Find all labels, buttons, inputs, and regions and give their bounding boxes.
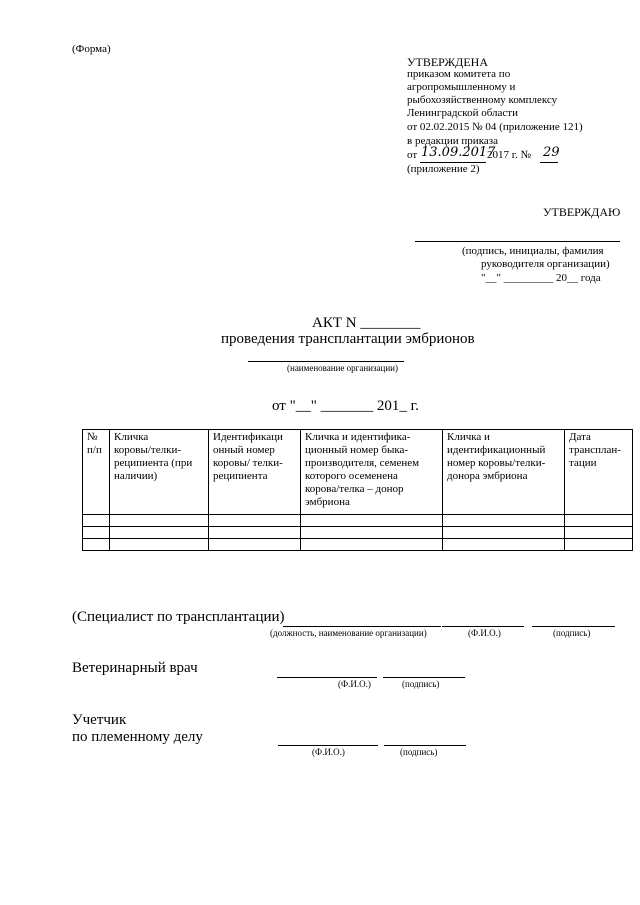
specialist-label: (Специалист по трансплантации)	[72, 609, 285, 625]
header-line: онный номер	[213, 444, 275, 456]
header-text	[447, 431, 560, 483]
header-line: реципиента	[213, 470, 268, 482]
approved-line: рыбохозяйственному комплексу	[407, 94, 558, 106]
accountant-caption-fio: (Ф.И.О.)	[312, 747, 345, 757]
header-text	[114, 431, 204, 483]
header-cell-donor	[443, 430, 565, 515]
table-cell[interactable]	[110, 539, 209, 551]
table-row	[83, 539, 633, 551]
header-line: Кличка	[114, 431, 149, 443]
header-line: донора эмбриона	[447, 470, 528, 482]
table-cell[interactable]	[110, 515, 209, 527]
table-cell[interactable]	[443, 539, 565, 551]
header-line: Дата	[569, 431, 591, 443]
approve-date-line: "__" _________ 20__ года	[481, 272, 601, 284]
table-cell[interactable]	[443, 527, 565, 539]
accountant-label: Учетчик	[72, 712, 127, 728]
table-cell[interactable]	[301, 515, 443, 527]
act-date-line: от "__" _______ 201_ г.	[272, 398, 419, 414]
table-cell[interactable]	[209, 515, 301, 527]
edition-number-handwritten: 29	[543, 145, 560, 160]
table-cell[interactable]	[110, 527, 209, 539]
approved-line: приказом комитета по	[407, 68, 511, 80]
appendix-note: (приложение 2)	[407, 163, 480, 175]
header-line: идентификационный	[447, 444, 546, 456]
approved-line: агропромышленному и	[407, 81, 516, 93]
header-line: эмбриона	[305, 496, 350, 508]
table-body	[83, 515, 633, 551]
specialist-caption-sign: (подпись)	[553, 628, 591, 638]
header-line: реципиента (при	[114, 457, 193, 469]
vet-label: Ветеринарный врач	[72, 660, 198, 676]
header-line: наличии)	[114, 470, 158, 482]
specialist-fio-line	[442, 626, 524, 627]
header-cell-number	[83, 430, 110, 515]
header-line: корова/телка – донор	[305, 483, 404, 495]
table-cell[interactable]	[443, 515, 565, 527]
table-cell[interactable]	[83, 527, 110, 539]
table-cell[interactable]	[301, 539, 443, 551]
edition-prefix: от	[407, 149, 418, 161]
vet-sign-line	[383, 677, 465, 678]
header-line: №	[87, 431, 98, 443]
header-line: Идентификаци	[213, 431, 283, 443]
approved-line: Ленинградской области	[407, 107, 518, 119]
approve-signature-line	[415, 241, 620, 242]
edition-date-handwritten: 13.09.2017	[421, 145, 496, 160]
table-cell[interactable]	[83, 539, 110, 551]
header-text	[213, 431, 296, 483]
accountant-fio-line	[278, 745, 378, 746]
header-cell-recipient-name	[110, 430, 209, 515]
header-line: трансплан-	[569, 444, 621, 456]
table-cell[interactable]	[301, 527, 443, 539]
approve-title: УТВЕРЖДАЮ	[543, 205, 621, 219]
table-header-row	[83, 430, 633, 515]
vet-caption-fio: (Ф.И.О.)	[338, 679, 371, 689]
header-line: Кличка и идентифика-	[305, 431, 411, 443]
specialist-caption-fio: (Ф.И.О.)	[468, 628, 501, 638]
header-line: Кличка и	[447, 431, 490, 443]
header-text	[305, 431, 438, 509]
header-text	[87, 431, 105, 457]
header-cell-recipient-id	[209, 430, 301, 515]
header-cell-bull	[301, 430, 443, 515]
table-cell[interactable]	[209, 527, 301, 539]
accountant-label: по племенному делу	[72, 729, 203, 745]
header-cell-date	[565, 430, 633, 515]
header-line: п/п	[87, 444, 102, 456]
edition-year: 2017 г. №	[487, 149, 532, 161]
approve-caption: (подпись, инициалы, фамилия	[462, 245, 604, 257]
table-row	[83, 527, 633, 539]
specialist-sign-line	[532, 626, 615, 627]
vet-fio-line	[277, 677, 377, 678]
table-cell[interactable]	[209, 539, 301, 551]
table-cell[interactable]	[565, 527, 633, 539]
approved-line: от 02.02.2015 № 04 (приложение 121)	[407, 121, 583, 133]
table-cell[interactable]	[565, 539, 633, 551]
transplant-table	[82, 429, 633, 551]
approve-caption: руководителя организации)	[481, 258, 610, 270]
specialist-caption-org: (должность, наименование организации)	[270, 628, 427, 638]
header-line: которого осеменена	[305, 470, 398, 482]
approved-line: в редакции приказа	[407, 135, 498, 147]
org-name-line	[248, 361, 404, 362]
accountant-caption-sign: (подпись)	[400, 747, 438, 757]
header-line: коровы/телки-	[114, 444, 181, 456]
accountant-sign-line	[384, 745, 466, 746]
header-line: коровы/ телки-	[213, 457, 283, 469]
table-cell[interactable]	[565, 515, 633, 527]
approved-title: УТВЕРЖДЕНА	[407, 55, 489, 69]
act-subtitle: проведения трансплантации эмбрионов	[221, 331, 475, 347]
header-line: тации	[569, 457, 597, 469]
form-label: (Форма)	[72, 43, 111, 55]
header-line: номер коровы/телки-	[447, 457, 546, 469]
vet-caption-sign: (подпись)	[402, 679, 440, 689]
act-title: АКТ N ________	[312, 315, 421, 331]
specialist-org-line	[283, 626, 441, 627]
table-row	[83, 515, 633, 527]
org-caption: (наименование организации)	[287, 363, 398, 373]
table-cell[interactable]	[83, 515, 110, 527]
header-line: ционный номер быка-	[305, 444, 409, 456]
edition-number-underline	[540, 162, 558, 163]
header-line: производителя, семенем	[305, 457, 420, 469]
header-text	[569, 431, 628, 470]
